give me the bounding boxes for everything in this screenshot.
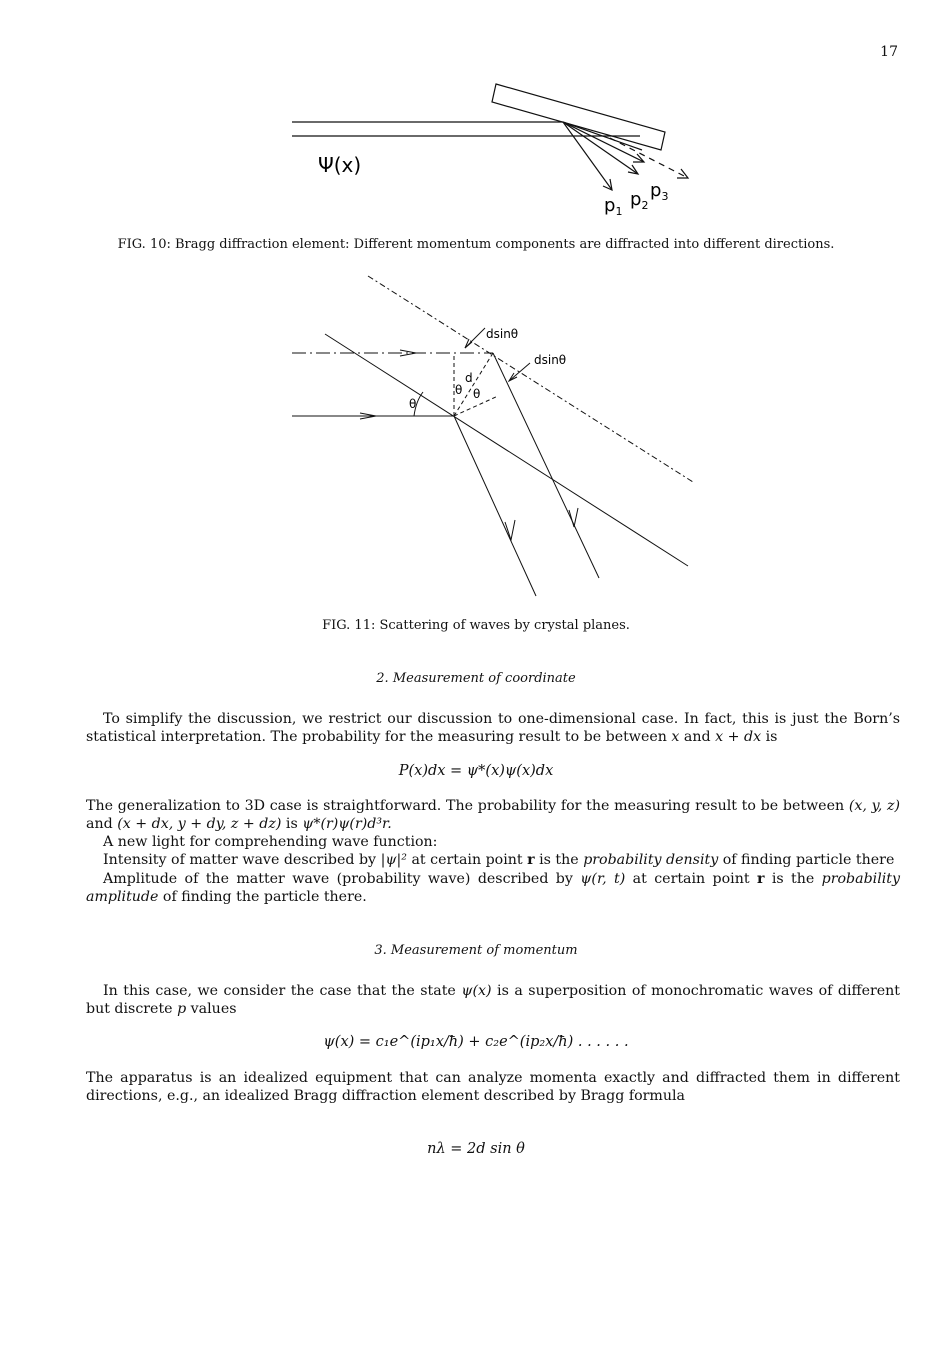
p3-label: p <box>650 180 662 201</box>
diffracted-ray-dashed <box>610 138 688 178</box>
section-heading-momentum: 3. Measurement of momentum <box>374 943 578 958</box>
wave-function-label: Ψ(x) <box>318 153 362 177</box>
paragraph-intensity: Intensity of matter wave described by |ψ|² at certain point r is the probability density of finding particle there <box>103 852 895 868</box>
equation-probability: P(x)dx = ψ*(x)ψ(x)dx <box>398 763 554 779</box>
theta-label-a: θ <box>455 383 463 397</box>
p1-label: p <box>604 195 616 216</box>
dsin-label-lower: dsinθ <box>534 353 567 367</box>
figure-11-diagram <box>280 270 700 605</box>
d-label: d <box>465 371 473 385</box>
paragraph-momentum-intro: In this case, we consider the case that the state ψ(x) is a superposition of monochromatic waves of different but discrete p values <box>86 983 901 1017</box>
paragraph-new-light: A new light for comprehending wave function: <box>103 834 438 850</box>
theta-label-c: θ <box>409 397 417 411</box>
figure-10-diagram <box>280 78 710 228</box>
svg-text:p2 <box>630 189 648 212</box>
figure-11-caption: FIG. 11: Scattering of waves by crystal planes. <box>322 618 630 633</box>
crystal-plane-2 <box>368 276 693 482</box>
figure-10-caption: FIG. 10: Bragg diffraction element: Different momentum components are diffracted into different directions. <box>117 237 835 252</box>
equation-bragg: nλ = 2d sin θ <box>427 1141 525 1157</box>
equation-superposition: ψ(x) = c₁e^(ip₁x/ħ) + c₂e^(ip₂x/ħ) . . . . . . <box>323 1034 629 1050</box>
diffracted-ray-p1 <box>563 122 612 190</box>
p1-subscript: 1 <box>615 205 623 218</box>
section-heading-coordinate: 2. Measurement of coordinate <box>376 671 576 686</box>
p2-label: p <box>630 189 642 210</box>
svg-text:p1 <box>604 195 622 218</box>
diffracted-ray-upper <box>493 353 599 578</box>
paragraph-coordinate-intro: To simplify the discussion, we restrict our discussion to one-dimensional case. In fact, this is just the Born’s statistical interpretation. The probability for the measuring result to be between x and x + dx is <box>86 711 900 745</box>
p3-subscript: 3 <box>661 190 669 203</box>
dsin-label-upper: dsinθ <box>486 327 519 341</box>
paragraph-apparatus: The apparatus is an idealized equipment that can analyze momenta exactly and diffracted them in different directions, e.g., an idealized Bragg diffraction element described by Bragg formula <box>86 1070 900 1104</box>
svg-text:p3 <box>650 180 668 203</box>
bragg-element <box>492 84 665 150</box>
theta-label-b: θ <box>473 387 481 401</box>
diffracted-ray-p2 <box>563 122 638 174</box>
paragraph-3d-generalization: The generalization to 3D case is straightforward. The probability for the measuring result to be between (x, y, z) and (x + dx, y + dy, z + dz) is ψ*(r)ψ(r)d³r. <box>86 798 900 832</box>
page-number: 17 <box>880 44 898 60</box>
p2-subscript: 2 <box>641 199 649 212</box>
paragraph-amplitude: Amplitude of the matter wave (probability wave) described by ψ(r, t) at certain point r is the probability amplitude of finding the particle there. <box>86 871 900 905</box>
